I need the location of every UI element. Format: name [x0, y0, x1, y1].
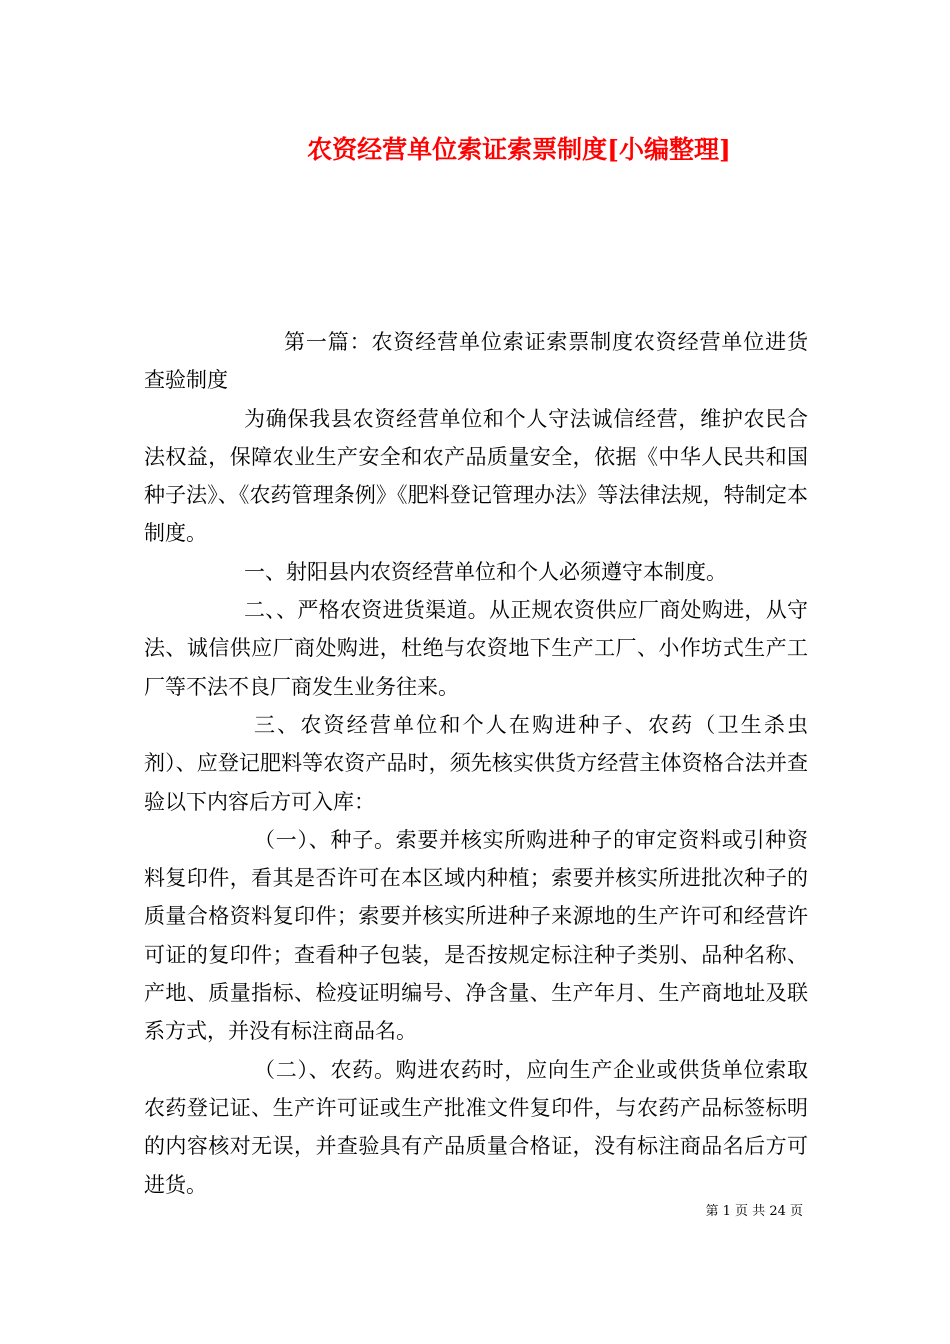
document-body — [144, 323, 808, 1204]
paragraph: 一、射阳县内农资经营单位和个人必须遵守本制度。 — [244, 559, 727, 584]
page-number: 第 1 页 共 24 页 — [705, 1204, 803, 1219]
paragraph: 为确保我县农资经营单位和个人守法诚信经营，维护农民合法权益，保障农业生产安全和农产品质量安全，依据《中华人民共和国种子法》、《农药管理条例》《肥料登记管理办法》等法律法规，特制定本制度。 — [144, 406, 808, 546]
paragraph: 第一篇：农资经营单位索证索票制度农资经营单位进货查验制度 — [144, 330, 808, 393]
document-title: 农资经营单位索证索票制度[小编整理] — [307, 135, 731, 164]
paragraph: 三、农资经营单位和个人在购进种子、农药（卫生杀虫剂）、应登记肥料等农资产品时，须先核实供货方经营主体资格合法并查验以下内容后方可入库： — [144, 712, 808, 814]
paragraph: （一）、种子。索要并核实所购进种子的审定资料或引种资料复印件，看其是否许可在本区域内种植；索要并核实所进批次种子的质量合格资料复印件；索要并核实所进种子来源地的生产许可和经营许可证的复印件；查看种子包装，是否按规定标注种子类别、品种名称、产地、质量指标、检疫证明编号、净含量、生产年月、生产商地址及联系方式，并没有标注商品名。 — [144, 827, 808, 1044]
paragraph: （二）、农药。购进农药时，应向生产企业或供货单位索取农药登记证、生产许可证或生产批准文件复印件，与农药产品标签标明的内容核对无误，并查验具有产品质量合格证，没有标注商品名后方可进货。 — [144, 1057, 808, 1197]
paragraph: 二、、严格农资进货渠道。从正规农资供应厂商处购进，从守法、诚信供应厂商处购进，杜绝与农资地下生产工厂、小作坊式生产工厂等不法不良厂商发生业务往来。 — [144, 598, 808, 699]
